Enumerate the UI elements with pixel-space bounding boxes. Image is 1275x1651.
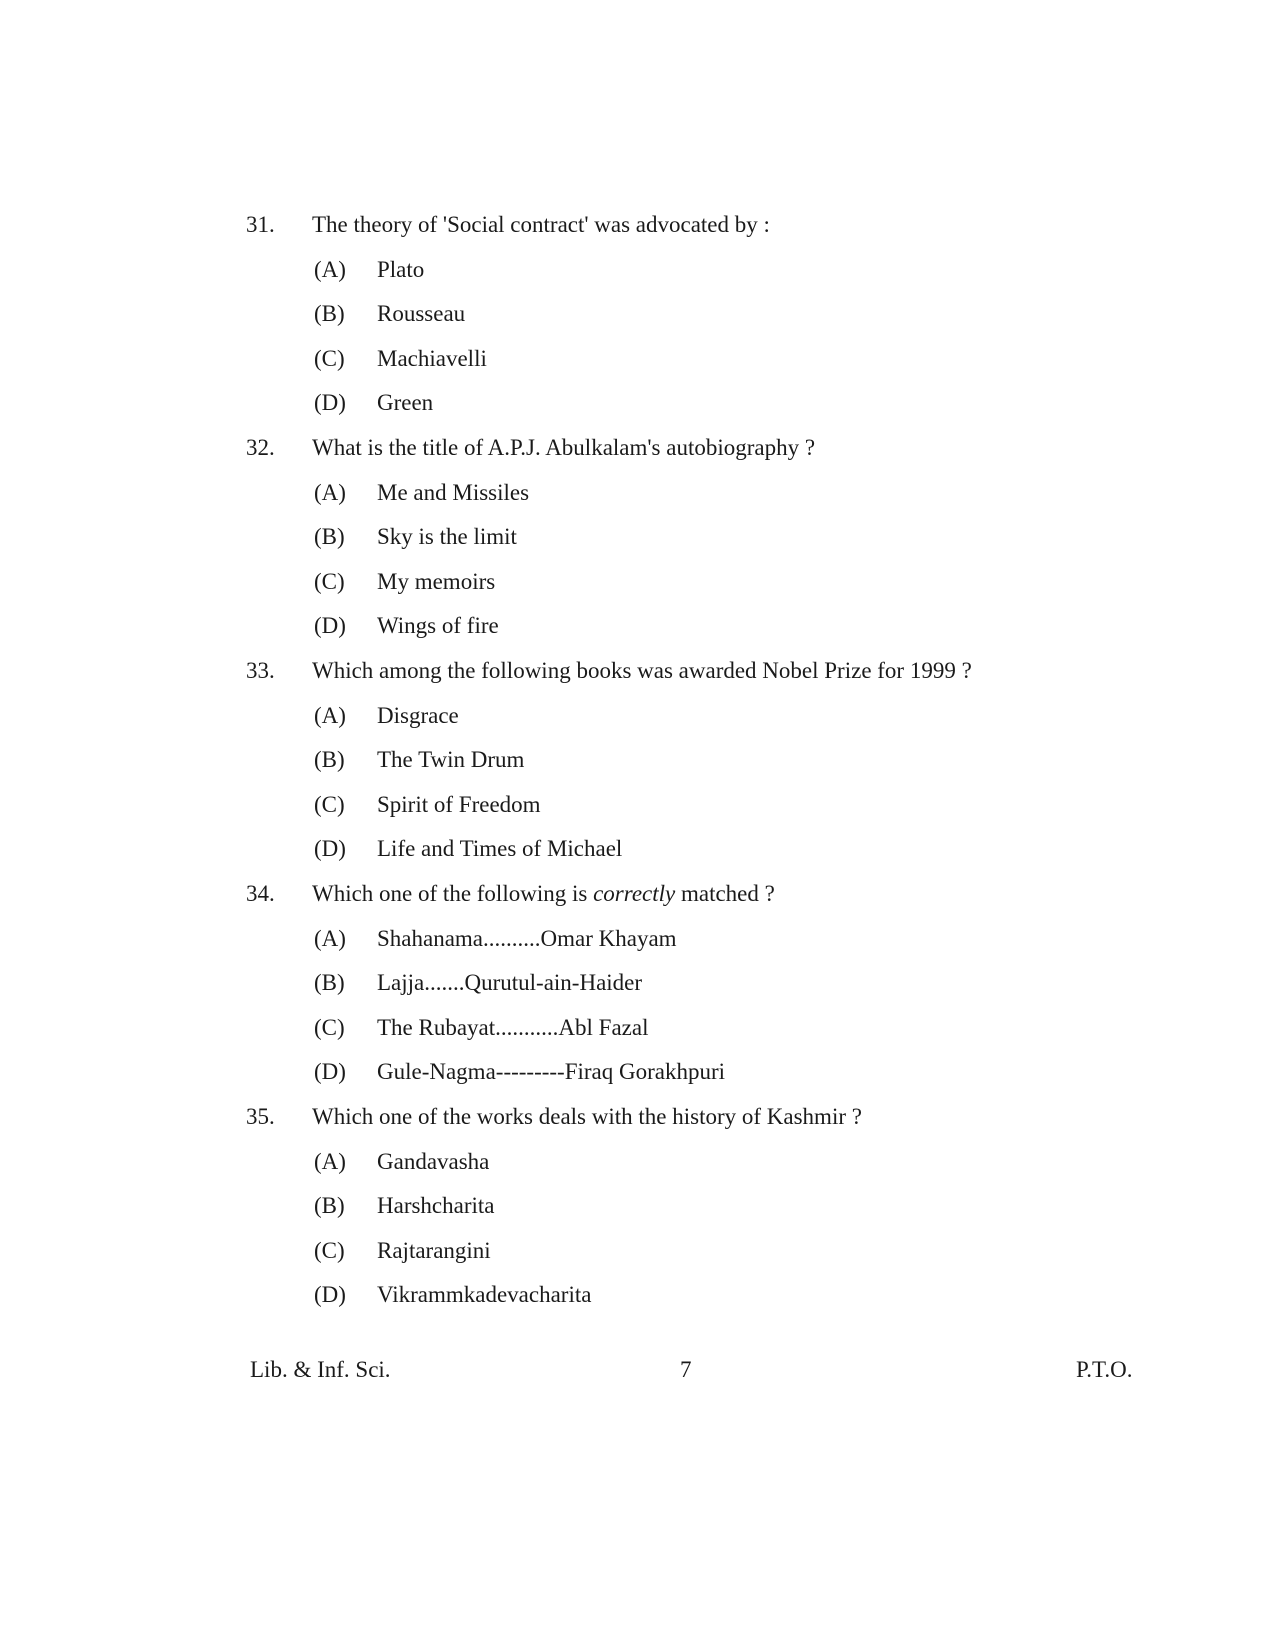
footer-pto: P.T.O. (1076, 1357, 1133, 1382)
option-text: Rajtarangini (377, 1237, 491, 1263)
option-label: (B) (314, 301, 345, 327)
option-label: (C) (314, 1237, 345, 1263)
option-label: (B) (314, 970, 345, 996)
option-text: Vikrammkadevacharita (377, 1282, 592, 1308)
option-label: (C) (314, 568, 345, 594)
option-label: (D) (314, 613, 346, 639)
option-label: (D) (314, 390, 346, 416)
option-label: (D) (314, 1282, 346, 1308)
option-label: (B) (314, 1193, 345, 1219)
page-number: 7 (680, 1357, 692, 1382)
option-label: (A) (314, 256, 346, 282)
option-text: Life and Times of Michael (377, 836, 623, 862)
question-text-part: matched ? (675, 881, 775, 906)
option-text: The Twin Drum (377, 747, 525, 773)
option-label: (C) (314, 791, 345, 817)
question-number: 32. (246, 435, 275, 460)
option-label: (D) (314, 1059, 346, 1085)
question-text (312, 212, 770, 238)
option-label: (C) (314, 1014, 345, 1040)
option-label: (A) (314, 1148, 346, 1174)
question-text (312, 881, 775, 907)
option-text: Lajja.......Qurutul-ain-Haider (377, 970, 643, 996)
option-text: My memoirs (377, 568, 496, 594)
option-label: (A) (314, 925, 346, 951)
option-text: Sky is the limit (377, 524, 517, 550)
option-text: Green (377, 390, 434, 416)
question-text-part: The theory of 'Social contract' was advocated by : (312, 212, 770, 237)
question-text-part: Which among the following books was awarded Nobel Prize for 1999 ? (312, 658, 972, 683)
question-number: 34. (246, 881, 275, 906)
question-text (312, 658, 972, 684)
option-label: (A) (314, 479, 346, 505)
question-text-part: Which one of the following is (312, 881, 594, 906)
option-label: (D) (314, 836, 346, 862)
question-text (312, 1104, 862, 1130)
option-text: Me and Missiles (377, 479, 530, 505)
option-text: Plato (377, 256, 425, 282)
option-label: (C) (314, 345, 345, 371)
option-text: Disgrace (377, 702, 459, 728)
footer-subject: Lib. & Inf. Sci. (250, 1357, 391, 1382)
option-label: (B) (314, 524, 345, 550)
option-text: Gule-Nagma---------Firaq Gorakhpuri (377, 1059, 726, 1085)
option-text: The Rubayat...........Abl Fazal (377, 1014, 649, 1040)
question-number: 35. (246, 1104, 275, 1129)
option-text: Harshcharita (377, 1193, 495, 1219)
option-text: Gandavasha (377, 1148, 490, 1174)
emphasis-text: correctly (593, 881, 676, 906)
question-text (312, 435, 815, 461)
option-text: Shahanama..........Omar Khayam (377, 925, 677, 951)
option-text: Wings of fire (377, 613, 499, 639)
option-text: Spirit of Freedom (377, 791, 541, 817)
question-number: 33. (246, 658, 275, 683)
option-text: Machiavelli (377, 345, 487, 371)
option-label: (B) (314, 747, 345, 773)
option-text: Rousseau (377, 301, 466, 327)
option-label: (A) (314, 702, 346, 728)
question-text-part: Which one of the works deals with the history of Kashmir ? (312, 1104, 862, 1129)
question-number: 31. (246, 212, 275, 237)
question-text-part: What is the title of A.P.J. Abulkalam's autobiography ? (312, 435, 816, 460)
